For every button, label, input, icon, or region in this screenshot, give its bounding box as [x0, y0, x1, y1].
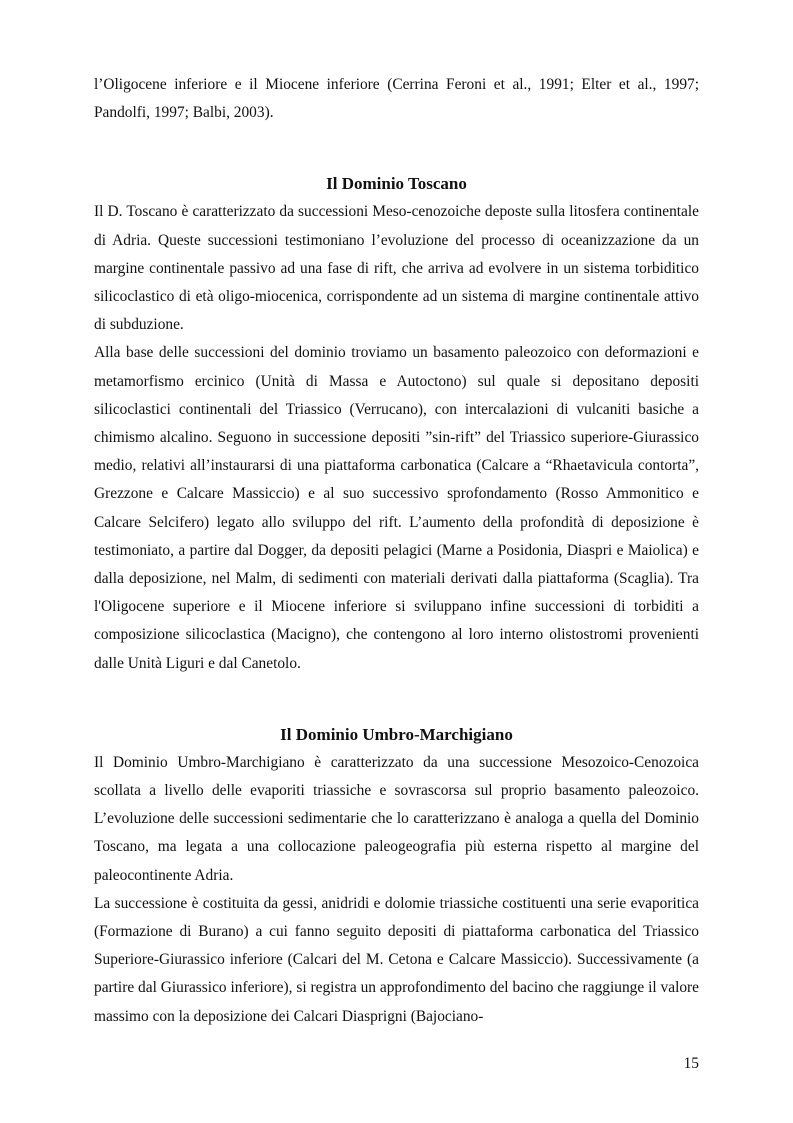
page-number: 15: [683, 1055, 699, 1072]
paragraph-umbro-1: Il Dominio Umbro-Marchigiano è caratterizzato da una successione Mesozoico-Cenozoica scollata a livello delle evaporiti triassiche e sovrascorsa sul proprio basamento paleozoico. L’evoluzione delle successioni sedimentarie che lo caratterizzano è analoga a quella del Dominio Toscano, ma legata a una collocazione paleogeografia più esterna rispetto al margine del paleocontinente Adria.: [94, 753, 699, 884]
section-title-dominio-toscano: Il Dominio Toscano: [326, 174, 467, 194]
paragraph-toscano-2: Alla base delle successioni del dominio troviamo un basamento paleozoico con deformazioni e metamorfismo ercinico (Unità di Massa e Autoctono) sul quale si depositano depositi silicoclastici continentali del Triassico (Verrucano), con intercalazioni di vulcaniti basiche a chimismo alcalino. Seguono in successione depositi ”sin-rift” del Triassico superiore-Giurassico medio, relativi all’instaurarsi di una piattaforma carbonatica (Calcare a “Rhaetavicula contorta”, Grezzone e Calcare Massiccio) e al suo successivo sprofondamento (Rosso Ammonitico e Calcare Selcifero) legato allo sviluppo del rift. L’aumento della profondità di deposizione è testimoniato, a partire dal Dogger, da depositi pelagici (Marne a Posidonia, Diaspri e Maiolica) e dalla deposizione, nel Malm, di sedimenti con materiali derivati dalla piattaforma (Scaglia). Tra l'Oligocene superiore e il Miocene inferiore si sviluppano infine successioni di torbiditi a composizione silicoclastica (Macigno), che contengono al loro interno olistostromi provenienti dalle Unità Liguri e dal Canetolo.: [94, 344, 699, 672]
section-title-dominio-umbro-marchigiano: Il Dominio Umbro-Marchigiano: [280, 724, 513, 744]
paragraph-umbro-2: La successione è costituita da gessi, anidridi e dolomie triassiche costituenti una serie evaporitica (Formazione di Burano) a cui fanno seguito depositi di piattaforma carbonatica del Triassico Superiore-Giurassico inferiore (Calcari del M. Cetona e Calcare Massiccio). Successivamente (a partire dal Giurassico inferiore), si registra un approfondimento del bacino che raggiunge il valore massimo con la deposizione dei Calcari Diasprigni (Bajociano-: [94, 894, 699, 1025]
intro-paragraph: l’Oligocene inferiore e il Miocene inferiore (Cerrina Feroni et al., 1991; Elter et al., 1997; Pandolfi, 1997; Balbi, 2003).: [94, 76, 699, 122]
paragraph-toscano-1: Il D. Toscano è caratterizzato da successioni Meso-cenozoiche deposte sulla litosfera continentale di Adria. Queste successioni testimoniano l’evoluzione del processo di oceanizzazione da un margine continentale passivo ad una fase di rift, che arriva ad evolvere in un sistema torbiditico silicoclastico di età oligo-miocenica, corrispondente ad un sistema di margine continentale attivo di subduzione.: [94, 203, 699, 334]
page-body: [94, 71, 699, 1031]
